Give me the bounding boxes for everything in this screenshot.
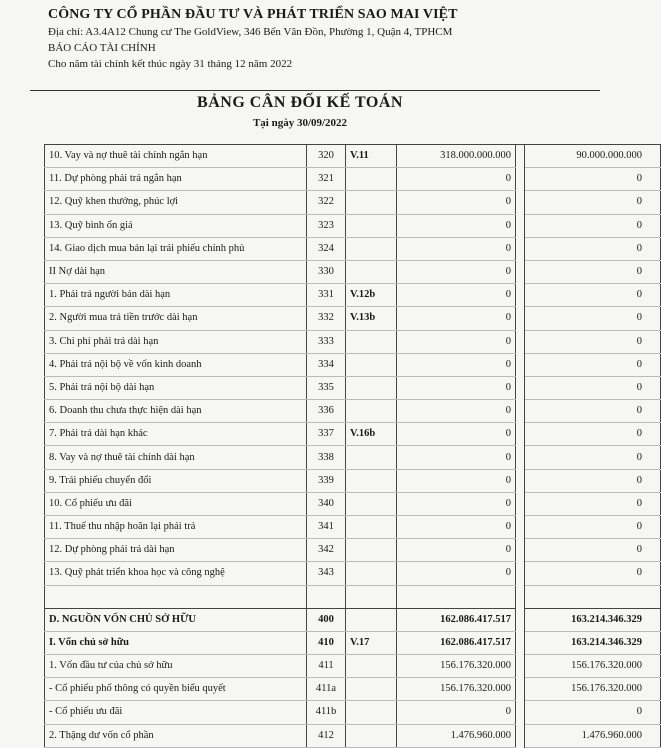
row-code: 331 xyxy=(307,284,346,307)
row-label: 6. Doanh thu chưa thực hiện dài hạn xyxy=(45,400,307,423)
table-row xyxy=(45,376,661,399)
column-gap xyxy=(516,701,525,724)
row-note xyxy=(346,539,397,562)
row-code: 410 xyxy=(307,631,346,654)
column-gap xyxy=(516,446,525,469)
row-label: 2. Thặng dư vốn cổ phần xyxy=(45,724,307,747)
column-gap xyxy=(516,562,525,585)
row-note: V.12b xyxy=(346,284,397,307)
row-label: I. Vốn chủ sở hữu xyxy=(45,631,307,654)
table-row xyxy=(45,562,661,585)
row-code: 323 xyxy=(307,214,346,237)
row-note xyxy=(346,701,397,724)
row-value-prior xyxy=(525,585,661,608)
table-row xyxy=(45,330,661,353)
table-row xyxy=(45,237,661,260)
row-note xyxy=(346,353,397,376)
row-code: 340 xyxy=(307,492,346,515)
row-value-prior: 156.176.320.000 xyxy=(525,654,661,677)
row-label: 11. Thuế thu nhập hoãn lại phải trả xyxy=(45,516,307,539)
report-period: Cho năm tài chính kết thúc ngày 31 tháng 12 năm 2022 xyxy=(48,58,293,70)
row-note xyxy=(346,168,397,191)
row-code: 334 xyxy=(307,353,346,376)
row-value-prior: 0 xyxy=(525,423,661,446)
row-code: 332 xyxy=(307,307,346,330)
row-value-current: 1.476.960.000 xyxy=(397,724,516,747)
row-code: 411 xyxy=(307,654,346,677)
column-gap xyxy=(516,423,525,446)
row-code: 335 xyxy=(307,376,346,399)
row-note xyxy=(346,585,397,608)
row-note: V.11 xyxy=(346,145,397,168)
row-label: 11. Dự phòng phải trả ngắn hạn xyxy=(45,168,307,191)
row-note xyxy=(346,237,397,260)
row-code: 400 xyxy=(307,608,346,631)
row-note xyxy=(346,562,397,585)
column-gap xyxy=(516,353,525,376)
document-date: Tại ngày 30/09/2022 xyxy=(252,117,348,129)
row-code: 412 xyxy=(307,724,346,747)
table-row xyxy=(45,284,661,307)
row-value-current: 0 xyxy=(397,539,516,562)
row-label: 10. Vay và nợ thuê tài chính ngắn hạn xyxy=(45,145,307,168)
row-value-current: 0 xyxy=(397,701,516,724)
row-value-prior: 156.176.320.000 xyxy=(525,678,661,701)
row-value-current: 162.086.417.517 xyxy=(397,608,516,631)
row-label: 10. Cổ phiếu ưu đãi xyxy=(45,492,307,515)
column-gap xyxy=(516,145,525,168)
row-label: 14. Giao dịch mua bán lại trái phiếu chính phủ xyxy=(45,237,307,260)
row-label: - Cổ phiếu phổ thông có quyền biểu quyết xyxy=(45,678,307,701)
row-value-prior: 0 xyxy=(525,539,661,562)
row-value-current: 0 xyxy=(397,284,516,307)
row-value-prior: 0 xyxy=(525,701,661,724)
table-row xyxy=(45,400,661,423)
column-gap xyxy=(516,492,525,515)
row-code: 411a xyxy=(307,678,346,701)
row-value-current xyxy=(397,585,516,608)
row-value-prior: 0 xyxy=(525,469,661,492)
row-value-current: 0 xyxy=(397,516,516,539)
row-note xyxy=(346,191,397,214)
row-note xyxy=(346,678,397,701)
balance-sheet-table xyxy=(44,144,661,748)
column-gap xyxy=(516,654,525,677)
row-value-prior: 0 xyxy=(525,353,661,376)
balance-sheet-table-wrap xyxy=(44,144,642,741)
row-value-prior: 90.000.000.000 xyxy=(525,145,661,168)
row-value-prior: 0 xyxy=(525,237,661,260)
row-label: 4. Phải trả nội bộ về vốn kinh doanh xyxy=(45,353,307,376)
column-gap xyxy=(516,237,525,260)
row-value-prior: 0 xyxy=(525,214,661,237)
row-code: 337 xyxy=(307,423,346,446)
column-gap xyxy=(516,307,525,330)
row-label: 8. Vay và nợ thuê tài chính dài hạn xyxy=(45,446,307,469)
row-code: 330 xyxy=(307,260,346,283)
row-code xyxy=(307,585,346,608)
row-note xyxy=(346,608,397,631)
row-value-prior: 163.214.346.329 xyxy=(525,631,661,654)
row-value-current: 156.176.320.000 xyxy=(397,654,516,677)
row-label: 12. Dự phòng phải trả dài hạn xyxy=(45,539,307,562)
column-gap xyxy=(516,168,525,191)
row-code: 338 xyxy=(307,446,346,469)
column-gap xyxy=(516,539,525,562)
row-value-current: 0 xyxy=(397,562,516,585)
table-row xyxy=(45,423,661,446)
row-label: - Cổ phiếu ưu đãi xyxy=(45,701,307,724)
row-label: 1. Phải trả người bán dài hạn xyxy=(45,284,307,307)
row-label: 9. Trái phiếu chuyển đổi xyxy=(45,469,307,492)
row-value-prior: 0 xyxy=(525,284,661,307)
row-label: 1. Vốn đầu tư của chủ sở hữu xyxy=(45,654,307,677)
row-code: 342 xyxy=(307,539,346,562)
column-gap xyxy=(516,678,525,701)
table-row xyxy=(45,469,661,492)
row-value-current: 0 xyxy=(397,260,516,283)
row-value-prior: 163.214.346.329 xyxy=(525,608,661,631)
row-code: 333 xyxy=(307,330,346,353)
row-value-prior: 0 xyxy=(525,376,661,399)
row-value-current: 0 xyxy=(397,191,516,214)
row-value-prior: 0 xyxy=(525,400,661,423)
table-row xyxy=(45,191,661,214)
table-row xyxy=(45,701,661,724)
header-divider xyxy=(30,90,600,91)
report-type: BÁO CÁO TÀI CHÍNH xyxy=(48,42,156,54)
column-gap xyxy=(516,631,525,654)
table-row xyxy=(45,631,661,654)
column-gap xyxy=(516,330,525,353)
table-row xyxy=(45,654,661,677)
row-label: 12. Quỹ khen thưởng, phúc lợi xyxy=(45,191,307,214)
row-note xyxy=(346,654,397,677)
row-note xyxy=(346,376,397,399)
row-note xyxy=(346,330,397,353)
table-row xyxy=(45,608,661,631)
row-value-current: 0 xyxy=(397,492,516,515)
row-code: 321 xyxy=(307,168,346,191)
row-note xyxy=(346,469,397,492)
document-title: BẢNG CÂN ĐỐI KẾ TOÁN xyxy=(197,94,403,111)
row-value-current: 0 xyxy=(397,330,516,353)
column-gap xyxy=(516,608,525,631)
row-label: 13. Quỹ phát triển khoa học và công nghệ xyxy=(45,562,307,585)
row-note: V.16b xyxy=(346,423,397,446)
row-value-prior: 0 xyxy=(525,492,661,515)
column-gap xyxy=(516,284,525,307)
row-value-prior: 0 xyxy=(525,446,661,469)
table-row xyxy=(45,145,661,168)
row-value-current: 0 xyxy=(397,353,516,376)
row-value-prior: 0 xyxy=(525,516,661,539)
table-row xyxy=(45,353,661,376)
column-gap xyxy=(516,214,525,237)
row-value-current: 0 xyxy=(397,307,516,330)
row-value-prior: 0 xyxy=(525,260,661,283)
row-value-prior: 0 xyxy=(525,562,661,585)
row-label: 2. Người mua trả tiền trước dài hạn xyxy=(45,307,307,330)
column-gap xyxy=(516,260,525,283)
document-header xyxy=(48,6,590,72)
row-code: 336 xyxy=(307,400,346,423)
row-label: 3. Chi phí phải trả dài hạn xyxy=(45,330,307,353)
column-gap xyxy=(516,585,525,608)
row-value-prior: 0 xyxy=(525,168,661,191)
column-gap xyxy=(516,469,525,492)
row-code: 341 xyxy=(307,516,346,539)
table-row xyxy=(45,539,661,562)
column-gap xyxy=(516,724,525,747)
row-value-current: 318.000.000.000 xyxy=(397,145,516,168)
table-spacer-row xyxy=(45,585,661,608)
row-code: 343 xyxy=(307,562,346,585)
table-row xyxy=(45,307,661,330)
row-value-prior: 0 xyxy=(525,330,661,353)
table-row xyxy=(45,446,661,469)
row-code: 322 xyxy=(307,191,346,214)
row-value-current: 0 xyxy=(397,400,516,423)
table-row xyxy=(45,168,661,191)
table-row xyxy=(45,214,661,237)
table-row xyxy=(45,724,661,747)
row-value-current: 0 xyxy=(397,376,516,399)
row-label: 7. Phải trả dài hạn khác xyxy=(45,423,307,446)
row-code: 339 xyxy=(307,469,346,492)
row-label: II Nợ dài hạn xyxy=(45,260,307,283)
row-value-prior: 1.476.960.000 xyxy=(525,724,661,747)
company-address: Địa chỉ: A3.4A12 Chung cư The GoldView, 346 Bến Vân Đồn, Phường 1, Quận 4, TPHCM xyxy=(48,26,453,38)
row-value-current: 0 xyxy=(397,168,516,191)
row-value-current: 0 xyxy=(397,423,516,446)
row-value-current: 162.086.417.517 xyxy=(397,631,516,654)
row-label: 5. Phải trả nội bộ dài hạn xyxy=(45,376,307,399)
table-row xyxy=(45,492,661,515)
row-note xyxy=(346,260,397,283)
row-value-current: 0 xyxy=(397,237,516,260)
row-note xyxy=(346,214,397,237)
column-gap xyxy=(516,376,525,399)
column-gap xyxy=(516,400,525,423)
row-note xyxy=(346,724,397,747)
row-label: D. NGUỒN VỐN CHỦ SỞ HỮU xyxy=(45,608,307,631)
row-code: 320 xyxy=(307,145,346,168)
row-note: V.17 xyxy=(346,631,397,654)
row-value-current: 0 xyxy=(397,469,516,492)
row-note: V.13b xyxy=(346,307,397,330)
table-row xyxy=(45,260,661,283)
column-gap xyxy=(516,191,525,214)
row-code: 324 xyxy=(307,237,346,260)
row-note xyxy=(346,400,397,423)
row-value-current: 156.176.320.000 xyxy=(397,678,516,701)
company-name: CÔNG TY CỔ PHẦN ĐẦU TƯ VÀ PHÁT TRIỂN SAO MAI VIỆT xyxy=(48,7,458,22)
row-value-prior: 0 xyxy=(525,191,661,214)
row-value-prior: 0 xyxy=(525,307,661,330)
table-row xyxy=(45,678,661,701)
row-note xyxy=(346,516,397,539)
row-label xyxy=(45,585,307,608)
row-note xyxy=(346,446,397,469)
row-note xyxy=(346,492,397,515)
column-gap xyxy=(516,516,525,539)
row-value-current: 0 xyxy=(397,214,516,237)
row-value-current: 0 xyxy=(397,446,516,469)
row-label: 13. Quỹ bình ổn giá xyxy=(45,214,307,237)
table-row xyxy=(45,516,661,539)
row-code: 411b xyxy=(307,701,346,724)
